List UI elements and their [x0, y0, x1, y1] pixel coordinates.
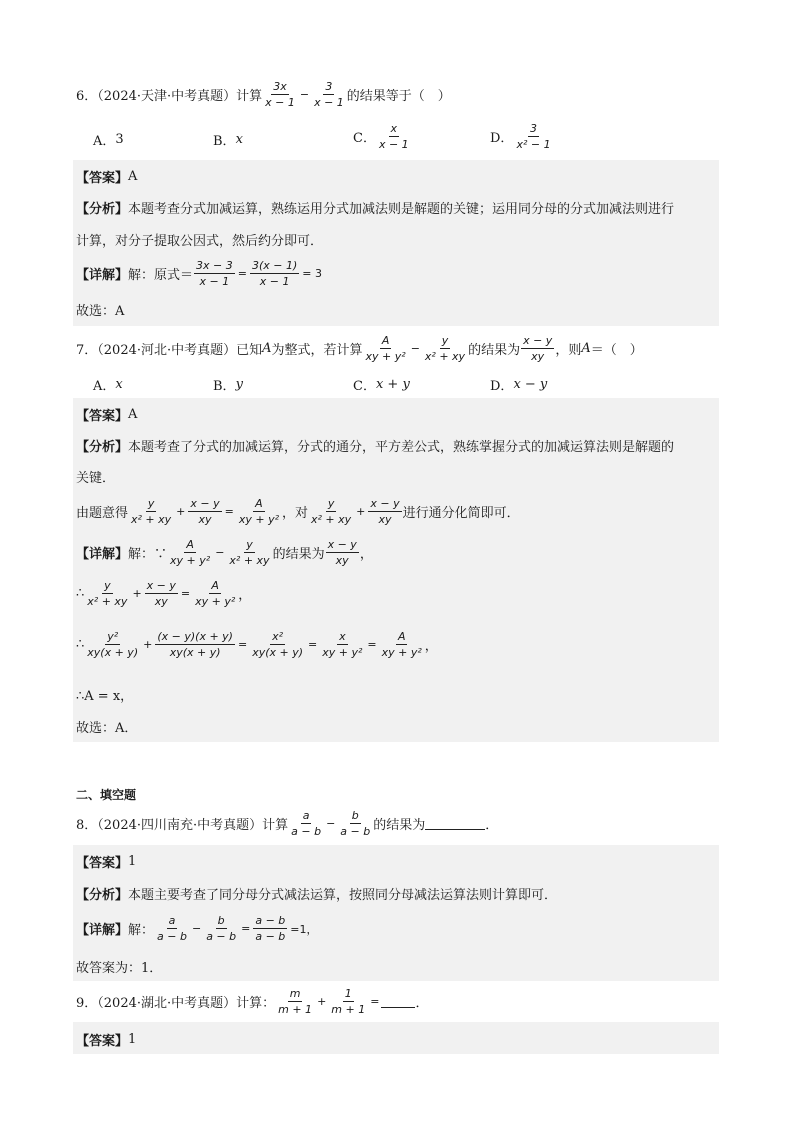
q6-detail-fraction-1 [194, 259, 235, 288]
q7-s3-f2-num: (x − y)(x + y) [157, 630, 233, 643]
q7-s3-eq-1: = [237, 638, 248, 651]
q7-l3-fraction-1 [129, 497, 173, 526]
q8-answer-tag: 【答案】 [76, 856, 129, 871]
q6-f1-num: 3x [273, 80, 287, 93]
q7-option-c-value: x + y [375, 377, 410, 392]
q8-stem-end: ． [485, 818, 499, 833]
q8-minus: − [326, 817, 336, 830]
q6-fraction-2 [312, 80, 346, 109]
q7-detail-fraction-2 [227, 538, 271, 567]
q9-plus: + [317, 995, 327, 1008]
q7-f2-num: y [441, 334, 449, 347]
q7-option-a-value: x [115, 377, 123, 392]
q7-fraction-1 [364, 334, 408, 363]
q8-answer-block [73, 845, 719, 981]
q8-df2-den: a − b [206, 930, 237, 943]
q7-stem-mid2: 的结果为 [468, 343, 521, 358]
q7-option-a [93, 375, 123, 394]
q7-detail-4 [76, 685, 133, 704]
q8-final-text: 故答案为：1． [76, 961, 163, 976]
q6-detail-tag: 【详解】 [76, 268, 129, 283]
q7-s3-eq-3: = [367, 638, 377, 651]
q8-analysis-text: 本题主要考查了同分母分式减法运算，按照同分母减法运算法则计算即可． [128, 888, 558, 903]
q9-f2-num: 1 [344, 987, 352, 1000]
q7-s3-fraction-4 [320, 630, 364, 659]
q7-line3-pre: 由题意得 [76, 506, 129, 521]
q7-detail-fraction-1 [168, 538, 212, 567]
q7-l3-f5-num: x − y [370, 497, 400, 510]
q8-answer [76, 852, 136, 871]
q8-detail-fraction-2 [204, 914, 238, 943]
q8-analysis-tag: 【分析】 [76, 888, 129, 903]
q6-d2-den: x − 1 [259, 275, 290, 288]
q7-l3-f1-num: y [147, 497, 155, 510]
section-title [76, 786, 136, 803]
q6-choice [76, 300, 124, 319]
q7-stem-end: ＝（ ） [590, 343, 643, 358]
q6-option-b-label: B． [213, 134, 236, 149]
q7-fraction-3 [521, 334, 554, 363]
q7-s3-f4-den: xy + y² [322, 646, 363, 659]
q8-detail-eq: = [241, 922, 251, 935]
q8-f2-den: a − b [340, 825, 371, 838]
q8-analysis [76, 884, 557, 903]
q6-detail [76, 259, 324, 288]
q7-detail-2 [76, 579, 251, 608]
q7-option-d [490, 375, 547, 394]
q7-l3-f5-den: xy [378, 513, 392, 526]
q7-df1-num: A [186, 538, 194, 551]
q7-s2-fraction-3 [193, 579, 237, 608]
q6-analysis-tag: 【分析】 [76, 202, 129, 217]
q8-detail-minus: − [191, 922, 202, 935]
q7-l3-fraction-3 [237, 497, 281, 526]
q7-df3-num: x − y [327, 538, 357, 551]
q7-therefore-1: ∴ [76, 586, 85, 601]
q6-option-a-value: 3 [115, 132, 124, 147]
q7-option-a-label: A． [93, 379, 116, 394]
q7-df2-num: y [246, 538, 253, 551]
q6-option-d-fraction [514, 122, 552, 151]
q8-final [76, 957, 162, 976]
q6-stem [76, 80, 451, 109]
q7-option-c [353, 375, 410, 394]
q7-analysis-2 [76, 467, 115, 486]
q9-answer-block [73, 1022, 719, 1054]
q7-s3-f3-den: xy(x + y) [252, 646, 304, 659]
q7-line3-mid: ，对 [282, 506, 309, 521]
q9-answer-tag: 【答案】 [76, 1034, 129, 1049]
q6-option-a [93, 130, 124, 149]
q7-l3-f3-num: A [255, 497, 263, 510]
q7-df1-den: xy + y² [170, 554, 211, 567]
q7-s2-f3-num: A [211, 579, 219, 592]
q7-answer [76, 405, 137, 424]
q7-analysis-text-2: 关键． [76, 471, 116, 486]
q7-s3-f5-den: xy + y² [381, 646, 422, 659]
q6-d1-num: 3x − 3 [196, 259, 233, 272]
q7-answer-tag: 【答案】 [76, 409, 129, 424]
q7-stem-post: ，则 [555, 343, 582, 358]
q7-l3-f3-den: xy + y² [238, 513, 279, 526]
q7-l3-f2-den: xy [198, 513, 212, 526]
q8-df1-num: a [168, 914, 176, 927]
q9-eq: = [370, 995, 380, 1008]
q7-detail-minus: − [215, 546, 225, 559]
q7-f3-num: x − y [523, 334, 553, 347]
q9-answer [76, 1030, 136, 1049]
q6-option-c-fraction [377, 122, 411, 151]
q8-detail-fraction-3 [253, 914, 287, 943]
q7-minus: − [410, 342, 420, 355]
q7-df2-den: x² + xy [229, 554, 270, 567]
q8-detail [76, 914, 320, 943]
q8-df1-den: a − b [157, 930, 187, 943]
q7-option-c-label: C． [353, 379, 376, 394]
q7-analysis-1 [76, 436, 674, 455]
q6-stem-post: 的结果等于（ ） [346, 89, 451, 104]
q7-s3-fraction-1 [85, 630, 140, 659]
q7-l3-plus-2: + [356, 505, 366, 518]
q8-f1-den: a − b [291, 825, 322, 838]
q7-detail-pre: 解：∵ [128, 547, 168, 562]
q7-df3-den: xy [335, 554, 349, 567]
q7-option-b-label: B． [213, 379, 236, 394]
q6-d-den: x² − 1 [516, 138, 551, 151]
q6-option-d-label: D． [490, 131, 514, 146]
q8-fraction-2 [338, 809, 372, 838]
q8-f1-num: a [302, 809, 310, 822]
q7-s3-eq-2: = [308, 638, 318, 651]
q7-s2-f2-num: x − y [146, 579, 176, 592]
q6-d2-num: 3(x − 1) [251, 259, 298, 272]
q7-s3-f5-num: A [397, 630, 406, 643]
q8-detail-fraction-1 [155, 914, 189, 943]
q9-stem [76, 987, 428, 1016]
q7-option-b-value: y [235, 377, 243, 392]
q7-f1-den: xy + y² [365, 350, 406, 363]
q9-answer-value: 1 [128, 1032, 137, 1047]
q9-fraction-1 [276, 987, 314, 1016]
q6-stem-text: 6．（2024·天津·中考真题）计算 [76, 89, 263, 104]
q7-var-a: A [262, 341, 272, 356]
q6-option-c [353, 122, 412, 151]
q6-detail-fraction-2 [250, 259, 299, 288]
q7-s3-fraction-2 [155, 630, 235, 659]
q8-answer-value: 1 [128, 854, 137, 869]
q8-detail-tag: 【详解】 [76, 923, 129, 938]
q8-detail-pre: 解： [128, 923, 155, 938]
q9-stem-pre: 9．（2024·湖北·中考真题）计算： [76, 996, 276, 1011]
q8-d3-den: a − b [255, 930, 286, 943]
q7-s3-fraction-3 [250, 630, 305, 659]
q6-answer-tag: 【答案】 [76, 171, 129, 186]
q6-f2-den: x − 1 [314, 96, 344, 109]
q7-l3-f1-den: x² + xy [131, 513, 172, 526]
q8-df2-num: b [217, 914, 225, 927]
q7-s3-f2-den: xy(x + y) [169, 646, 221, 659]
q7-s2-f1-den: x² + xy [87, 595, 128, 608]
q7-s2-f3-den: xy + y² [195, 595, 236, 608]
q7-option-d-label: D． [490, 379, 514, 394]
q6-option-b-value: x [235, 132, 243, 147]
q6-minus: − [299, 88, 310, 101]
q6-analysis-2 [76, 230, 323, 249]
q9-f1-num: m [289, 987, 301, 1000]
q7-var-a-2: A [581, 341, 591, 356]
q7-choice-text: 故选：A． [76, 721, 138, 736]
q7-stem-pre: 7．（2024·河北·中考真题）已知 [76, 343, 263, 358]
q7-l3-f2-num: x − y [190, 497, 220, 510]
q7-analysis-text-1: 本题考查了分式的加减运算，分式的通分，平方差公式，熟练掌握分式的加减运算法则是解题的 [128, 440, 675, 455]
q9-answer-blank[interactable] [381, 995, 415, 1008]
q8-stem-post: 的结果为 [373, 818, 426, 833]
q9-f1-den: m + 1 [278, 1003, 313, 1016]
q7-s3-end: ， [424, 639, 438, 654]
q8-stem-pre: 8．（2024·四川南充·中考真题）计算 [76, 818, 289, 833]
q8-stem [76, 809, 498, 838]
section-title-text: 二、填空题 [76, 788, 137, 802]
q7-s2-eq: = [180, 587, 191, 600]
q7-l3-fraction-5 [368, 497, 401, 526]
q6-f1-den: x − 1 [265, 96, 295, 109]
q7-s2-fraction-2 [145, 579, 178, 608]
q6-detail-eq: = [237, 267, 247, 280]
q6-analysis-text-1: 本题考查分式加减运算，熟练运用分式加减法则是解题的关键；运用同分母的分式加减法则进行 [128, 202, 675, 217]
q6-option-d [490, 122, 554, 151]
q7-s2-plus: + [132, 587, 142, 600]
q7-f1-num: A [381, 334, 390, 347]
q6-answer-value: A [128, 169, 138, 184]
q7-detail-end: ， [359, 547, 373, 562]
q6-c-num: x [390, 122, 398, 135]
q7-choice [76, 717, 137, 736]
q6-answer [76, 167, 137, 186]
q6-c-den: x − 1 [378, 138, 409, 151]
q7-therefore-2: ∴ [76, 637, 85, 652]
q7-s3-fraction-5 [380, 630, 424, 659]
q7-line3-post: 进行通分化简即可． [402, 506, 520, 521]
q7-detail-3 [76, 630, 438, 659]
q6-analysis-text-2: 计算，对分子提取公因式，然后约分即可． [76, 234, 324, 249]
q7-s3-f1-num: y² [107, 630, 119, 643]
q7-detail-mid: 的结果为 [272, 547, 325, 562]
q8-answer-blank[interactable] [425, 817, 485, 830]
q9-stem-end: ． [415, 996, 429, 1011]
q7-analysis-3 [76, 497, 520, 526]
q7-l3-fraction-2 [188, 497, 221, 526]
q6-detail-pre: 解：原式＝ [128, 268, 194, 283]
q7-f3-den: xy [531, 350, 545, 363]
q6-option-b [213, 130, 243, 149]
q7-option-d-value: x − y [513, 377, 548, 392]
q6-fraction-1 [263, 80, 297, 109]
q7-s4-text: ∴A = x， [76, 689, 134, 704]
q7-l3-f4-den: x² + xy [311, 513, 352, 526]
q7-answer-value: A [128, 407, 138, 422]
q7-s2-f2-den: xy [154, 595, 168, 608]
q6-choice-text: 故选：A [76, 304, 125, 319]
q7-l3-plus: + [176, 505, 186, 518]
q8-fraction-1 [289, 809, 323, 838]
q6-f2-num: 3 [325, 80, 333, 93]
q7-s3-f4-num: x [339, 630, 346, 643]
q6-d-num: 3 [530, 122, 537, 135]
q6-detail-result: = 3 [302, 267, 322, 280]
q6-option-c-label: C． [353, 131, 376, 146]
q7-detail-tag: 【详解】 [76, 547, 129, 562]
q9-f2-den: m + 1 [331, 1003, 366, 1016]
q7-s3-plus: + [143, 638, 153, 651]
q6-d1-den: x − 1 [199, 275, 230, 288]
q7-option-b [213, 375, 243, 394]
q7-l3-eq: = [224, 505, 234, 518]
q8-detail-result: =1， [290, 922, 318, 936]
q9-fraction-2 [329, 987, 367, 1016]
q7-f2-den: x² + xy [424, 350, 466, 363]
q7-detail-fraction-3 [326, 538, 359, 567]
q7-s2-end: ， [238, 588, 252, 603]
q7-s2-fraction-1 [85, 579, 129, 608]
q7-l3-f4-num: y [327, 497, 335, 510]
q6-option-a-label: A． [93, 134, 116, 149]
q7-stem-mid: 为整式，若计算 [271, 343, 363, 358]
q7-s2-f1-num: y [104, 579, 111, 592]
q7-s3-f1-den: xy(x + y) [87, 646, 139, 659]
q8-d3-num: a − b [255, 914, 286, 927]
q7-analysis-tag: 【分析】 [76, 440, 129, 455]
q6-analysis-1 [76, 198, 674, 217]
q7-fraction-2 [423, 334, 467, 363]
q7-l3-fraction-4 [309, 497, 353, 526]
q7-s3-f3-num: x² [272, 630, 284, 643]
q8-f2-num: b [351, 809, 359, 822]
q7-detail-1 [76, 538, 373, 567]
q7-stem [76, 334, 643, 363]
